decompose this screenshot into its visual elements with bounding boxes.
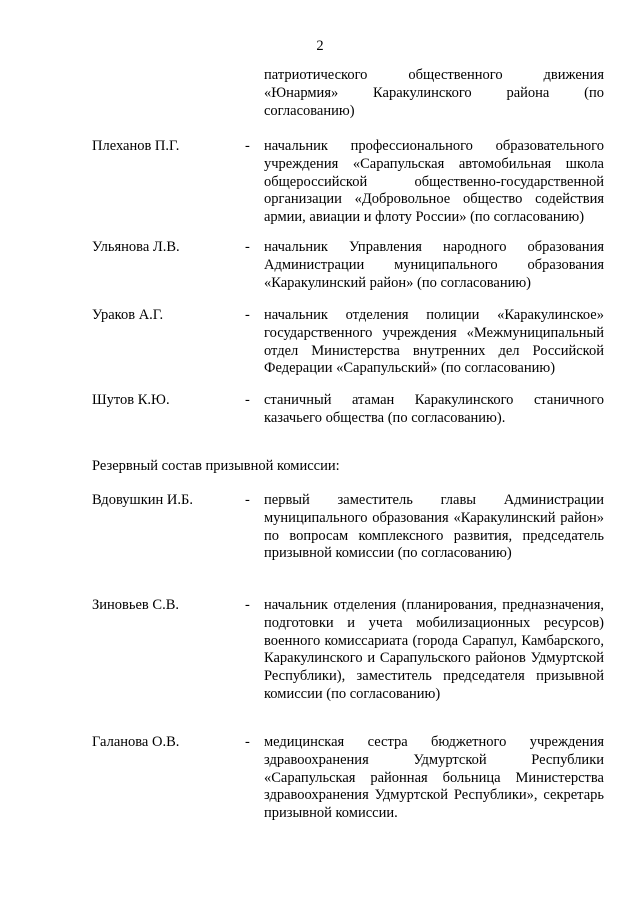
member-role: начальник отделения (планирования, предназначения, подготовки и учета мобилизационных ресурсов) военного комиссариата (города Сарапул, Камбарского, Каракулинского и Сарапульского районов Удмуртской Республики), заместитель председателя призывной комиссии (по согласованию) bbox=[264, 597, 604, 702]
dash: - bbox=[245, 392, 250, 408]
member-name: Галанова О.В. bbox=[92, 734, 180, 750]
member-role: станичный атаман Каракулинского станичного казачьего общества (по согласованию). bbox=[264, 392, 604, 426]
dash: - bbox=[245, 138, 250, 154]
dash: - bbox=[245, 597, 250, 613]
continuation-text: патриотического общественного движения «Юнармия» Каракулинского района (по согласованию) bbox=[264, 67, 604, 119]
member-role: начальник профессионального образовательного учреждения «Сарапульская автомобильная школа общероссийской общественно-государственной организации «Добровольное общество содействия армии, авиации и флоту России» (по согласованию) bbox=[264, 138, 604, 226]
member-role: первый заместитель главы Администрации муниципального образования «Каракулинский район» по вопросам комплексного развития, председатель призывной комиссии (по согласованию) bbox=[264, 492, 604, 562]
dash: - bbox=[245, 734, 250, 750]
member-name: Ураков А.Г. bbox=[92, 307, 164, 323]
dash: - bbox=[245, 492, 250, 508]
reserve-heading: Резервный состав призывной комиссии: bbox=[92, 458, 340, 474]
member-name: Ульянова Л.В. bbox=[92, 239, 180, 255]
member-name: Плеханов П.Г. bbox=[92, 138, 180, 154]
page-number: 2 bbox=[316, 38, 324, 54]
member-role: медицинская сестра бюджетного учреждения здравоохранения Удмуртской Республики «Сарапульская районная больница Министерства здравоохранения Удмуртской Республики», секретарь призывной комиссии. bbox=[264, 734, 604, 822]
member-role: начальник отделения полиции «Каракулинское» государственного учреждения «Межмуниципальный отдел Министерства внутренних дел Российской Федерации «Сарапульский» (по согласованию) bbox=[264, 307, 604, 377]
member-name: Зиновьев С.В. bbox=[92, 597, 179, 613]
member-role: начальник Управления народного образования Администрации муниципального образования «Каракулинский район» (по согласованию) bbox=[264, 239, 604, 291]
dash: - bbox=[245, 239, 250, 255]
member-name: Шутов К.Ю. bbox=[92, 392, 170, 408]
dash: - bbox=[245, 307, 250, 323]
member-name: Вдовушкин И.Б. bbox=[92, 492, 193, 508]
